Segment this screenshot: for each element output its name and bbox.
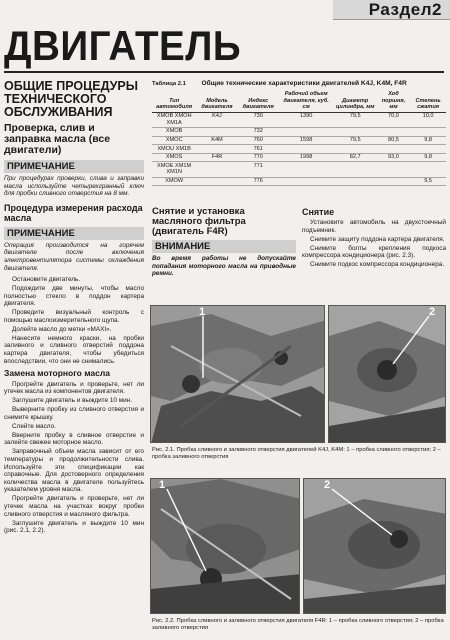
table-cell bbox=[279, 145, 334, 154]
filter-heading: Снятие и установка масляного фильтра (двигатель F4R) bbox=[152, 206, 246, 237]
table-cell bbox=[196, 162, 237, 177]
figure-callout-2: 2 bbox=[429, 306, 436, 318]
table-cell bbox=[334, 127, 377, 136]
table-header-cell: Индекс двигателя bbox=[238, 90, 279, 112]
table-cell: XMOB XMOH XM1A bbox=[152, 112, 196, 127]
spec-table-block bbox=[152, 80, 446, 186]
left-column bbox=[4, 80, 144, 536]
engine-detail-photo bbox=[328, 305, 446, 443]
table-cell bbox=[196, 127, 237, 136]
paragraph: Выверните пробку из сливного отверстия и снимите крышку. bbox=[4, 406, 144, 421]
figure-2-2-caption: Рис. 2.2. Пробка сливного и заливного отверстия двигателя F4R: 1 – пробка сливного отверстия; 2 – пробка заливного отверстия bbox=[152, 618, 444, 631]
spec-table bbox=[152, 90, 446, 186]
paragraph: Долейте масло до метки «MAXI». bbox=[12, 325, 112, 333]
table-cell bbox=[334, 145, 377, 154]
table-cell: XMOW bbox=[152, 177, 196, 186]
table-cell: 776 bbox=[238, 177, 279, 186]
table-cell: 9,8 bbox=[410, 136, 446, 145]
note-text: Операция производится на горячем двигателе после включения электровентилятора системы охлаждения двигателя. bbox=[4, 241, 144, 272]
table-cell: 1998 bbox=[279, 153, 334, 162]
table-body bbox=[152, 112, 446, 185]
paragraph: Нанесите немного краски, на пробки заливного и сливного отверстий поддона картера двигателя, чтобы убедиться впоследствии, что они не снимались. bbox=[4, 334, 144, 365]
section-tag: Раздел2 bbox=[333, 0, 450, 20]
paragraph: Остановите двигатель. bbox=[12, 276, 81, 284]
table-cell: XMOB bbox=[152, 127, 196, 136]
engine-detail-image bbox=[329, 306, 446, 443]
table-cell: XMOE XM1M XM1N bbox=[152, 162, 196, 177]
table-header-cell: Тип автомобиля bbox=[152, 90, 196, 112]
right-column bbox=[302, 207, 446, 270]
subheading-oil-change: Замена моторного масла bbox=[4, 368, 110, 379]
paragraph: Подождите две минуты, чтобы масло полностью стекло в поддон картера двигателя. bbox=[4, 285, 144, 308]
table-cell: K4J bbox=[196, 112, 237, 127]
table-cell: 771 bbox=[238, 162, 279, 177]
table-cell bbox=[410, 127, 446, 136]
engine-photo-image bbox=[151, 479, 300, 614]
subheading-consumption: Процедура измерения расхода масла bbox=[4, 202, 143, 223]
paragraph: Снимите подкос компрессора кондиционера. bbox=[310, 261, 445, 269]
body-text bbox=[4, 276, 144, 365]
paragraph: Снимите болты крепления подкоса компрессора кондиционера (рис. 2.3). bbox=[302, 244, 446, 260]
table-caption: Общие технические характеристики двигателей K4J, K4M, F4R bbox=[201, 80, 407, 87]
warning-text: Во время работы не допускайте попадания моторного масла на приводные ремни. bbox=[152, 255, 296, 278]
table-header-cell: Диаметр цилиндра, мм bbox=[334, 90, 377, 112]
table-cell: 82,7 bbox=[334, 153, 377, 162]
table-header-cell: Рабочий объем двигателя, куб. см bbox=[279, 90, 334, 112]
paragraph: Заглушите двигатель и выждите 10 мин. bbox=[12, 397, 132, 405]
paragraph: Прогрейте двигатель и проверьте, нет ли утечек масла на участках вокруг пробки сливного отверстия и масляного фильтра. bbox=[4, 495, 144, 518]
table-cell: 80,5 bbox=[377, 136, 410, 145]
table-cell: 730 bbox=[238, 112, 279, 127]
table-cell bbox=[410, 162, 446, 177]
table-cell bbox=[377, 127, 410, 136]
table-label: Таблица 2.1 bbox=[152, 81, 186, 87]
table-cell bbox=[279, 177, 334, 186]
engine-photo bbox=[150, 305, 325, 443]
table-cell: 9,5 bbox=[410, 177, 446, 186]
table-cell: XMOS bbox=[152, 153, 196, 162]
paragraph: Снимите защиту поддона картера двигателя. bbox=[310, 235, 445, 243]
table-cell bbox=[196, 177, 237, 186]
table-cell bbox=[377, 145, 410, 154]
paragraph: Заправочный объем масла зависит от его температуры и продолжительности слива. Используйте эти спецификации как справочные. Для достоверного определения количества масла в двигателе пользуйтесь указателем уровня масла. bbox=[4, 448, 144, 494]
engine-photo-image bbox=[151, 306, 325, 443]
table-cell: K4M bbox=[196, 136, 237, 145]
table-cell: 93,0 bbox=[377, 153, 410, 162]
table-cell: 9,8 bbox=[410, 153, 446, 162]
engine-detail-image bbox=[304, 479, 446, 614]
table-cell: 70,0 bbox=[377, 112, 410, 127]
warning-header: ВНИМАНИЕ bbox=[152, 240, 296, 253]
table-cell: 1390 bbox=[279, 112, 334, 127]
table-cell: 79,5 bbox=[334, 112, 377, 127]
table-row bbox=[152, 162, 446, 177]
paragraph: Слейте масло. bbox=[12, 422, 56, 430]
engine-photo bbox=[150, 478, 300, 614]
table-row bbox=[152, 127, 446, 136]
table-cell bbox=[279, 127, 334, 136]
table-cell bbox=[279, 162, 334, 177]
table-cell: 79,5 bbox=[334, 136, 377, 145]
table-header-row bbox=[152, 90, 446, 112]
figure-2-1 bbox=[150, 305, 446, 443]
table-cell: 732 bbox=[238, 127, 279, 136]
paragraph: Установите автомобиль на двухстоечный подъемник. bbox=[302, 219, 446, 234]
figure-2-2 bbox=[150, 478, 446, 614]
table-header-cell: Модель двигателя bbox=[196, 90, 237, 112]
paragraph: Проведите визуальный контроль с помощью маслоизмерительного щупа. bbox=[4, 309, 144, 324]
section-heading: ОБЩИЕ ПРОЦЕДУРЫ ТЕХНИЧЕСКОГО ОБСЛУЖИВАНИЯ bbox=[4, 79, 138, 119]
paragraph: Вверните пробку в сливное отверстие и залейте свежее моторное масло. bbox=[4, 431, 144, 447]
paragraph: Прогрейте двигатель и проверьте, нет ли утечек масла из компонентов двигателя. bbox=[4, 380, 144, 396]
note-text: При процедурах проверки, слива и заправки масла используйте четырехгранный ключ для пробки сливного отверстия на 8 мм. bbox=[4, 175, 144, 198]
table-cell: F4R bbox=[196, 153, 237, 162]
table-cell bbox=[377, 177, 410, 186]
table-row bbox=[152, 136, 446, 145]
body-text bbox=[302, 219, 446, 269]
paragraph: Заглушите двигатель и выждите 10 мин (рис. 2.1, 2.2). bbox=[4, 519, 144, 535]
figure-callout-2: 2 bbox=[324, 479, 331, 491]
table-cell bbox=[334, 177, 377, 186]
body-text bbox=[4, 381, 144, 535]
figure-2-1-caption: Рис. 2.1. Пробка сливного и заливного отверстия двигателей K4J, K4M: 1 – пробка сливного отверстия; 2 – пробка заливного отверстия bbox=[152, 447, 441, 460]
table-header-cell: Ход поршня, мм bbox=[377, 90, 410, 112]
page-title: ДВИГАТЕЛЬ bbox=[4, 22, 242, 69]
table-row bbox=[152, 145, 446, 154]
table-cell: XMOU XM1B bbox=[152, 145, 196, 154]
table-cell: 760 bbox=[238, 136, 279, 145]
table-cell: 1598 bbox=[279, 136, 334, 145]
table-header-cell: Степень сжатия bbox=[410, 90, 446, 112]
table-cell bbox=[410, 145, 446, 154]
engine-detail-photo bbox=[303, 478, 446, 614]
table-cell: XMOC bbox=[152, 136, 196, 145]
table-cell: 770 bbox=[238, 153, 279, 162]
subheading-oil: Проверка, слив и заправка масла (все двигатели) bbox=[4, 122, 111, 156]
table-cell bbox=[334, 162, 377, 177]
table-cell: 761 bbox=[238, 145, 279, 154]
table-cell bbox=[377, 162, 410, 177]
table-row bbox=[152, 177, 446, 186]
title-rule bbox=[4, 71, 444, 73]
figure-callout-1: 1 bbox=[199, 306, 206, 318]
note-header: ПРИМЕЧАНИЕ bbox=[4, 160, 144, 173]
figure-callout-1: 1 bbox=[159, 479, 166, 491]
table-row bbox=[152, 112, 446, 127]
removal-heading: Снятие bbox=[302, 207, 335, 217]
note-header: ПРИМЕЧАНИЕ bbox=[4, 227, 144, 240]
table-cell: 10,0 bbox=[410, 112, 446, 127]
table-cell bbox=[196, 145, 237, 154]
table-row bbox=[152, 153, 446, 162]
mid-column bbox=[152, 207, 296, 278]
